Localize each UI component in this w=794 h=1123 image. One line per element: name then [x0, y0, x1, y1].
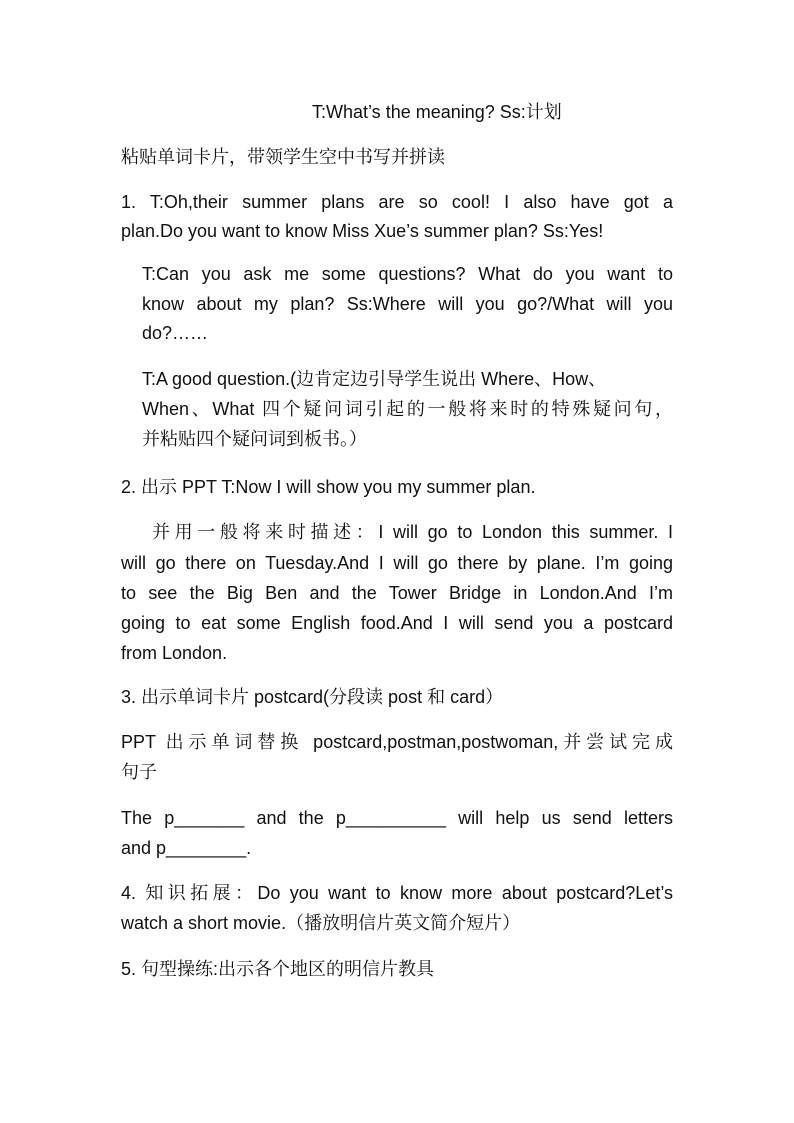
text-line-17: 3. 出示单词卡片 postcard(分段读 post 和 card）	[121, 687, 504, 707]
text-line-7: do?……	[142, 323, 209, 343]
text-line-13: will go there on Tuesday.And I will go there by plane. I’m going	[121, 553, 673, 573]
text-line-4: plan.Do you want to know Miss Xue’s summer plan? Ss:Yes!	[121, 221, 604, 241]
text-line-8: T:A good question.(边肯定边引导学生说出 Where、How、	[142, 369, 607, 389]
text-line-10: 并粘贴四个疑问词到板书。）	[142, 429, 367, 449]
text-line-6: know about my plan? Ss:Where will you go?/What will you	[142, 294, 673, 314]
text-line-24: 5. 句型操练:出示各个地区的明信片教具	[121, 959, 435, 979]
text-line-16: from London.	[121, 643, 228, 663]
text-line-14: to see the Big Ben and the Tower Bridge in London.And I’m	[121, 583, 673, 603]
text-line-9: When、What 四个疑问词引起的一般将来时的特殊疑问句，	[142, 399, 673, 419]
text-line-22: 4. 知识拓展：Do you want to know more about postcard?Let’s	[121, 883, 673, 903]
text-line-12: 并用一般将来时描述：I will go to London this summer. I	[152, 522, 673, 542]
text-line-23: watch a short movie.（播放明信片英文简介短片）	[121, 913, 521, 933]
text-line-5: T:Can you ask me some questions? What do you want to	[142, 264, 673, 284]
text-line-18: PPT 出示单词替换 postcard,postman,postwoman,并尝试完成	[121, 732, 673, 752]
text-line-20: The p_______ and the p__________ will help us send letters	[121, 808, 673, 828]
text-line-1: T:What’s the meaning? Ss:计划	[312, 102, 562, 122]
text-line-21: and p________.	[121, 838, 252, 858]
text-line-3: 1. T:Oh,their summer plans are so cool! I also have got a	[121, 192, 673, 212]
text-line-11: 2. 出示 PPT T:Now I will show you my summer plan.	[121, 477, 536, 497]
text-line-19: 句子	[121, 762, 157, 782]
text-line-15: going to eat some English food.And I will send you a postcard	[121, 613, 673, 633]
text-line-2: 粘贴单词卡片，带领学生空中书写并拼读	[121, 147, 445, 167]
